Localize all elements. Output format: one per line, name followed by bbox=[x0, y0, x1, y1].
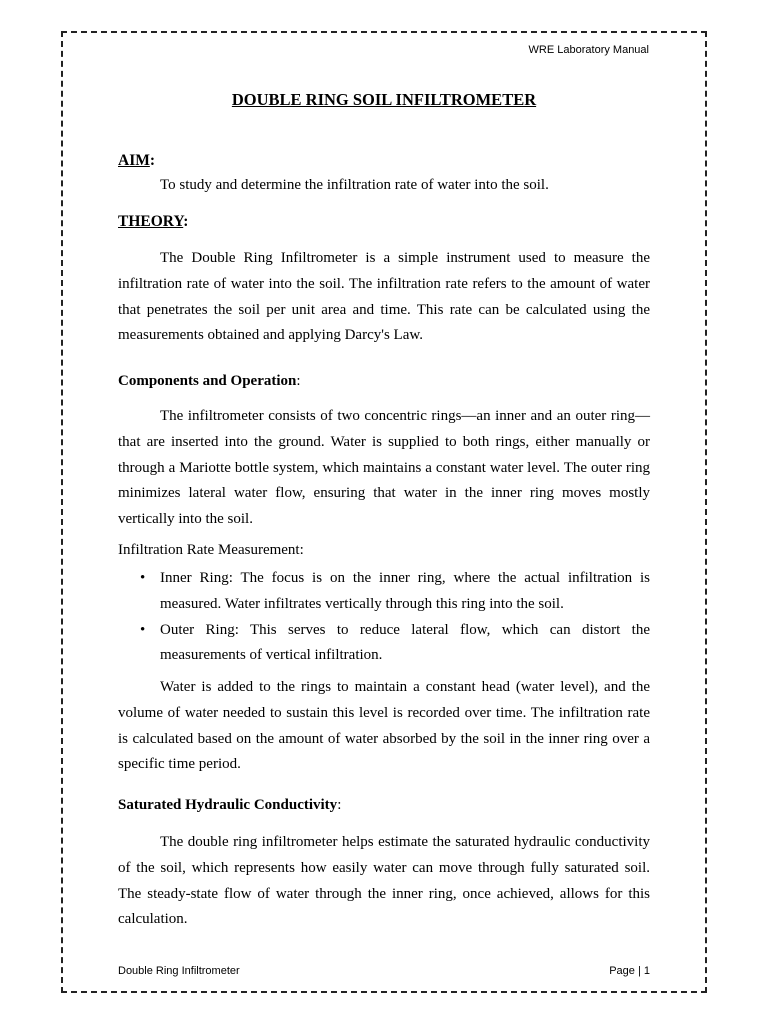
list-item: • Inner Ring: The focus is on the inner ring, where the actual infiltration is measured. Water infiltrates vertically through this ring into the soil. bbox=[118, 566, 650, 618]
components-paragraph: The infiltrometer consists of two concentric rings—an inner and an outer ring—that are inserted into the ground. Water is supplied to both rings, either manually or through a Mariotte bottle system, which maintains a constant water level. The outer ring minimizes lateral water flow, ensuring that water in the inner ring moves mostly vertically into the soil. bbox=[118, 408, 650, 528]
theory-heading: THEORY: bbox=[118, 213, 189, 230]
running-header: WRE Laboratory Manual bbox=[528, 44, 649, 56]
list-item: • Outer Ring: This serves to reduce lateral flow, which can distort the measurements of vertical infiltration. bbox=[118, 618, 650, 670]
conductivity-paragraph: The double ring infiltrometer helps estimate the saturated hydraulic conductivity of the soil, which represents how easily water can move through fully saturated soil. The steady-state flow of water through the inner ring, once achieved, allows for this calculation. bbox=[118, 834, 650, 928]
conductivity-heading: Saturated Hydraulic Conductivity: bbox=[118, 797, 342, 813]
footer-page-number: Page | 1 bbox=[609, 965, 650, 977]
measurement-heading: Infiltration Rate Measurement: bbox=[118, 542, 304, 558]
measurement-paragraph: Water is added to the rings to maintain a constant head (water level), and the volume of water needed to sustain this level is recorded over time. The infiltration rate is calculated based on the amount of water absorbed by the soil in the inner ring over a specific time period. bbox=[118, 679, 650, 773]
aim-text: To study and determine the infiltration rate of water into the soil. bbox=[160, 177, 549, 193]
bullet-icon: • bbox=[140, 570, 146, 586]
footer-document-name: Double Ring Infiltrometer bbox=[118, 965, 240, 977]
bullet-icon: • bbox=[140, 621, 146, 638]
aim-heading: AIM: bbox=[118, 152, 156, 169]
measurement-bullet-list bbox=[118, 566, 650, 669]
document-title: DOUBLE RING SOIL INFILTROMETER bbox=[231, 90, 537, 109]
components-heading: Components and Operation: bbox=[118, 373, 301, 389]
theory-paragraph: The Double Ring Infiltrometer is a simple instrument used to measure the infiltration rate of water into the soil. The infiltration rate refers to the amount of water that penetrates the soil per unit area and time. This rate can be calculated using the measurements obtained and applying Darcy's Law. bbox=[118, 250, 650, 344]
